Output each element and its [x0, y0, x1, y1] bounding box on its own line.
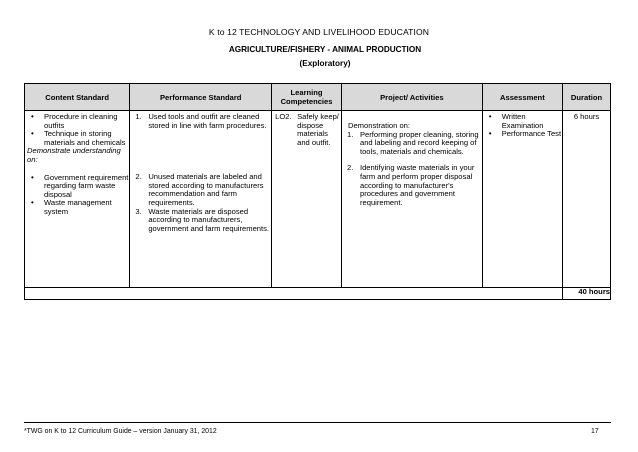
list-text: Identifying waste materials in your farm and perform proper disposal according to manufacturer's procedures and government requirement.	[359, 163, 475, 207]
list-item	[130, 208, 271, 234]
content-standard-cell	[25, 111, 130, 288]
total-duration: 40 hours	[563, 288, 611, 300]
col-header-duration: Duration	[563, 84, 611, 111]
list-item: • Waste management system	[25, 199, 129, 216]
footer-note: *TWG on K to 12 Curriculum Guide – version January 31, 2012	[24, 428, 217, 435]
list-item: • Performance Test	[483, 130, 562, 139]
list-item	[130, 173, 271, 207]
total-row	[25, 288, 611, 300]
list-item	[130, 113, 271, 130]
list-number: 1.	[346, 129, 354, 139]
list-item: • Written Examination	[483, 113, 562, 130]
col-header-project-activities: Project/ Activities	[341, 84, 482, 111]
col-header-content-standard: Content Standard	[25, 84, 130, 111]
table-row	[25, 111, 611, 288]
col-header-assessment: Assessment	[482, 84, 562, 111]
lo-text: Safely keep/ dispose materials and outfit.	[297, 112, 339, 147]
table-header-row	[25, 84, 611, 111]
list-number: 2.	[135, 172, 142, 182]
list-item	[342, 131, 482, 157]
footer-divider	[24, 422, 611, 423]
list-text: Unused materials are labeled and stored according to manufacturers recommendation and farm requirements.	[148, 172, 264, 207]
list-number: 2.	[346, 163, 354, 173]
document-title: K to 12 TECHNOLOGY AND LIVELIHOOD EDUCATION	[208, 27, 430, 37]
lo-code: LO2.	[275, 112, 292, 121]
list-item	[342, 164, 482, 207]
projects-intro: Demonstration on:	[347, 121, 411, 130]
duration-cell	[563, 111, 611, 288]
assessment-cell	[482, 111, 562, 288]
list-text: Used tools and outfit are cleaned stored in line with farm procedures.	[148, 112, 267, 130]
list-text: Performing proper cleaning, storing and labeling and record keeping of tools, materials and chemicals.	[359, 129, 479, 156]
learning-competency-cell	[272, 111, 342, 288]
list-item: • Technique in storing materials and chemicals	[25, 130, 129, 147]
document-subtitle: AGRICULTURE/FISHERY - ANIMAL PRODUCTION	[228, 45, 422, 54]
total-spacer	[25, 288, 563, 300]
learning-competency	[272, 113, 341, 147]
col-header-performance-standard: Performance Standard	[130, 84, 272, 111]
col-header-learning-competencies: Learning Competencies	[272, 84, 342, 111]
document-level: (Exploratory)	[299, 59, 351, 68]
list-item: • Government requirement regarding farm waste disposal	[25, 174, 129, 200]
performance-standard-cell	[130, 111, 272, 288]
content-standard-statement: Demonstrate understanding on:	[27, 146, 121, 164]
project-activities-cell	[341, 111, 482, 288]
page-number: 17	[591, 428, 599, 435]
list-text: Waste materials are disposed according to manufacturers, government and farm requirements.	[148, 206, 270, 233]
list-number: 1.	[135, 112, 142, 121]
duration-value: 6 hours	[573, 112, 600, 121]
list-number: 3.	[135, 206, 142, 216]
curriculum-table	[24, 83, 611, 300]
list-item: • Procedure in cleaning outfits	[25, 113, 129, 130]
